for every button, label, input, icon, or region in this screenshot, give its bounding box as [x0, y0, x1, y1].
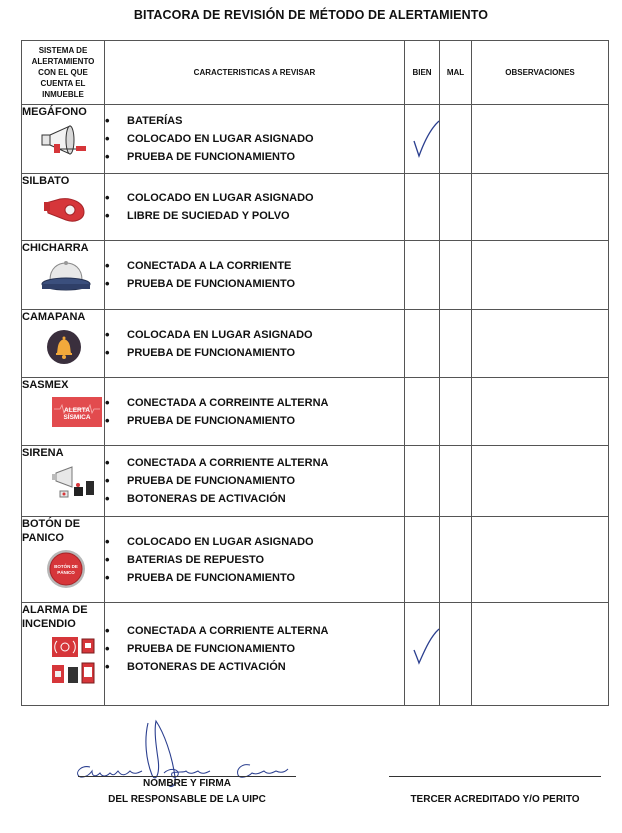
bad-check-cell[interactable]: [440, 174, 472, 241]
list-item: • BOTONERAS DE ACTIVACIÓN: [105, 490, 404, 508]
list-item: • PRUEBA DE FUNCIONAMIENTO: [105, 275, 404, 293]
characteristics-list: [105, 326, 404, 362]
list-item: • CONECTADA A CORRIENTE ALTERNA: [105, 622, 404, 640]
system-name: SILBATO: [22, 175, 70, 187]
seismic-alert-icon: [52, 397, 102, 427]
checkmark-icon: [411, 625, 441, 665]
list-item: • BATERÍAS: [105, 112, 404, 130]
bell-icon: [46, 329, 82, 365]
list-item: • PRUEBA DE FUNCIONAMIENTO: [105, 412, 404, 430]
good-check-cell[interactable]: [405, 378, 440, 446]
good-check-cell[interactable]: [405, 241, 440, 310]
system-name: CHICHARRA: [22, 242, 89, 254]
megaphone-icon: [40, 124, 90, 156]
table-row: [22, 174, 609, 241]
list-item: • PRUEBA DE FUNCIONAMIENTO: [105, 472, 404, 490]
header-bad: MAL: [440, 41, 472, 105]
table-row: [22, 241, 609, 310]
system-cell: [22, 105, 105, 174]
list-item: • CONECTADA A CORRIENTE ALTERNA: [105, 454, 404, 472]
list-item: • COLOCADO EN LUGAR ASIGNADO: [105, 533, 404, 551]
whistle-icon: [40, 193, 90, 225]
signature-label-responsible: DEL RESPONSABLE DE LA UIPC: [108, 794, 266, 805]
table-row: [22, 105, 609, 174]
siren-icon: [50, 465, 100, 501]
observations-cell[interactable]: [472, 310, 609, 378]
list-item: • PRUEBA DE FUNCIONAMIENTO: [105, 569, 404, 587]
panic-button-text-2: PÁNICO: [57, 570, 75, 575]
system-name: BOTÓN DE: [22, 518, 81, 530]
list-item: • COLOCADA EN LUGAR ASIGNADO: [105, 326, 404, 344]
characteristics-list: [105, 394, 404, 430]
system-cell: [22, 241, 105, 310]
signature-line-responsible: [78, 776, 296, 777]
seismic-alert-text-2: SÍSMICA: [63, 414, 91, 421]
system-cell: [22, 517, 105, 603]
observations-cell[interactable]: [472, 174, 609, 241]
list-item: • PRUEBA DE FUNCIONAMIENTO: [105, 344, 404, 362]
list-item: • CONECTADA A LA CORRIENTE: [105, 257, 404, 275]
characteristics-list: [105, 112, 404, 166]
characteristics-list: [105, 533, 404, 587]
table-row: [22, 446, 609, 517]
bad-check-cell[interactable]: [440, 378, 472, 446]
observations-cell[interactable]: [472, 603, 609, 706]
list-item: • CONECTADA A CORREINTE ALTERNA: [105, 394, 404, 412]
good-check-cell[interactable]: [405, 310, 440, 378]
characteristics-cell: [105, 105, 405, 174]
list-item: • LIBRE DE SUCIEDAD Y POLVO: [105, 207, 404, 225]
buzzer-bell-icon: [40, 260, 92, 294]
bad-check-cell[interactable]: [440, 310, 472, 378]
panic-button-icon: [46, 549, 86, 589]
system-name: CAMAPANA: [22, 311, 86, 323]
list-item: • PRUEBA DE FUNCIONAMIENTO: [105, 148, 404, 166]
table-row: [22, 378, 609, 446]
characteristics-list: [105, 622, 404, 676]
header-characteristics: CARACTERISTICAS A REVISAR: [105, 41, 405, 105]
characteristics-cell: [105, 517, 405, 603]
signature-label-name: NOMBRE Y FIRMA: [143, 778, 231, 789]
bad-check-cell[interactable]: [440, 105, 472, 174]
good-check-cell[interactable]: [405, 603, 440, 706]
seismic-alert-text-1: ALERTA: [64, 407, 90, 414]
list-item: • BATERIAS DE REPUESTO: [105, 551, 404, 569]
header-row: [22, 41, 609, 105]
bad-check-cell[interactable]: [440, 446, 472, 517]
table-row: [22, 310, 609, 378]
characteristics-cell: [105, 241, 405, 310]
system-name: SASMEX: [22, 379, 69, 391]
system-name-line-2: PANICO: [22, 532, 64, 544]
observations-cell[interactable]: [472, 378, 609, 446]
system-cell: [22, 378, 105, 446]
characteristics-list: [105, 454, 404, 508]
good-check-cell[interactable]: [405, 105, 440, 174]
observations-cell[interactable]: [472, 517, 609, 603]
header-system: SISTEMA DE ALERTAMIENTO CON EL QUE CUENTA EL INMUEBLE: [22, 41, 105, 105]
signature-line-perito: [389, 776, 601, 777]
characteristics-list: [105, 189, 404, 225]
characteristics-cell: [105, 446, 405, 517]
good-check-cell[interactable]: [405, 446, 440, 517]
system-cell: [22, 603, 105, 706]
characteristics-cell: [105, 378, 405, 446]
system-cell: [22, 174, 105, 241]
characteristics-cell: [105, 310, 405, 378]
observations-cell[interactable]: [472, 446, 609, 517]
document-title: BITACORA DE REVISIÓN DE MÉTODO DE ALERTAMIENTO: [133, 8, 489, 22]
characteristics-cell: [105, 174, 405, 241]
bad-check-cell[interactable]: [440, 241, 472, 310]
review-log-table: [21, 40, 609, 706]
header-good: BIEN: [405, 41, 440, 105]
good-check-cell[interactable]: [405, 517, 440, 603]
table-row: [22, 603, 609, 706]
signature-label-perito: TERCER ACREDITADO Y/O PERITO: [410, 794, 580, 805]
system-name: MEGÁFONO: [22, 106, 87, 118]
observations-cell[interactable]: [472, 241, 609, 310]
system-cell: [22, 446, 105, 517]
list-item: • COLOCADO EN LUGAR ASIGNADO: [105, 130, 404, 148]
system-name-line-2: INCENDIO: [22, 618, 76, 630]
fire-alarm-icon: [50, 637, 96, 689]
bad-check-cell[interactable]: [440, 517, 472, 603]
list-item: • BOTONERAS DE ACTIVACIÓN: [105, 658, 404, 676]
checkmark-icon: [411, 119, 441, 159]
system-cell: [22, 310, 105, 378]
list-item: • PRUEBA DE FUNCIONAMIENTO: [105, 640, 404, 658]
list-item: • COLOCADO EN LUGAR ASIGNADO: [105, 189, 404, 207]
panic-button-text-1: BOTÓN DE: [54, 564, 78, 569]
observations-cell[interactable]: [472, 105, 609, 174]
handwritten-signature: [60, 715, 310, 805]
system-name: ALARMA DE: [22, 604, 88, 616]
header-observations: OBSERVACIONES: [472, 41, 609, 105]
characteristics-cell: [105, 603, 405, 706]
table-row: [22, 517, 609, 603]
system-name: SIRENA: [22, 447, 64, 459]
good-check-cell[interactable]: [405, 174, 440, 241]
characteristics-list: [105, 257, 404, 293]
bad-check-cell[interactable]: [440, 603, 472, 706]
